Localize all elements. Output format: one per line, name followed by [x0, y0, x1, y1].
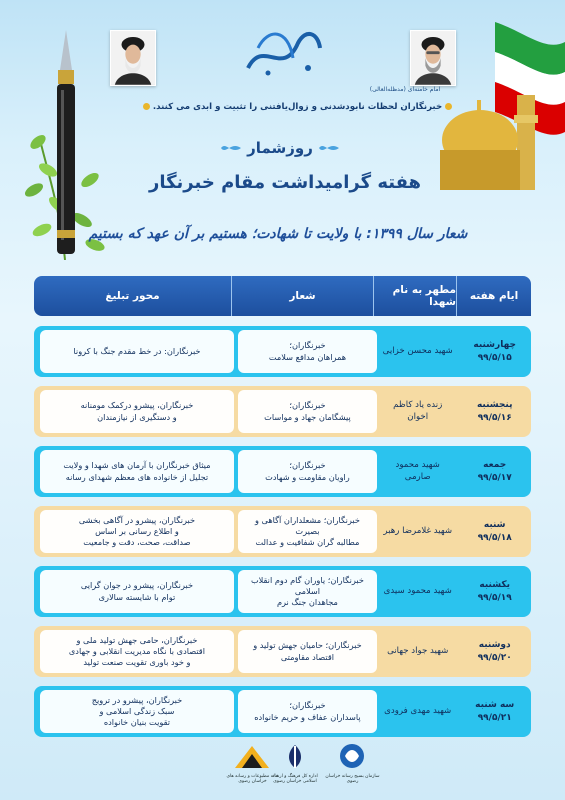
day-name: جمعه: [483, 460, 507, 471]
logo-3-label: سازمان بسیج رسانه خراسان رضوی: [325, 774, 380, 785]
table-row: [34, 326, 531, 377]
schedule-table: [34, 276, 531, 746]
slogan-cell: خبرنگاران؛ مشعلداران آگاهی و بصیرت مطالبه گران شفافیت و عدالت: [238, 510, 377, 553]
logo-media-basij: [325, 742, 380, 785]
martyr-cell: شهید غلامرضا رهبر: [383, 525, 453, 536]
quote-text: خبرنگاران لحظات نابودشدنی و زوال‌یافتنی را تثبیت و ابدی می کنند.: [152, 102, 443, 112]
slogan-cell: خبرنگاران؛ راویان مقاومت و شهادت: [238, 450, 377, 493]
table-header: [34, 276, 531, 316]
bullet-icon: [143, 103, 150, 110]
calligraphy-logo-icon: [238, 18, 328, 80]
logo-culture-ministry: [265, 742, 325, 785]
iran-emblem-icon: [265, 742, 325, 770]
slogan-cell: خبرنگاران؛ پاسداران عفاف و حریم خانواده: [238, 690, 377, 733]
portrait-icon: [411, 31, 455, 85]
day-date: ۹۹/۵/۲۰: [477, 652, 512, 663]
ornament-icon: [221, 141, 241, 155]
table-row: [34, 566, 531, 617]
day-cell: [458, 386, 531, 437]
axis-cell: خبرنگاران، حامی جهش تولید ملی و اقتصادی با نگاه مدیریت انقلابی و جهادی و خود باوری تقویت صنعت تولید: [40, 630, 234, 673]
header-martyr: مطهر به نام شهدا: [374, 276, 457, 316]
day-name: چهارشنبه: [473, 340, 517, 351]
day-name: یکشنبه: [479, 580, 510, 591]
martyr-cell: شهید محسن خزایی: [382, 345, 453, 356]
axis-cell: خبرنگاران، پیشرو در ترویج سبک زندگی اسلامی و تقویت بنیان خانواده: [40, 690, 234, 733]
motto: شعار سال ۱۳۹۹: با ولایت تا شهادت؛ هستیم بر آن عهد که بستیم: [88, 226, 468, 242]
martyr-cell: شهید محمود سیدی: [383, 585, 452, 596]
table-row: [34, 506, 531, 557]
day-date: ۹۹/۵/۱۸: [477, 532, 512, 543]
axis-cell: خبرنگاران: در خط مقدم جنگ با کرونا: [40, 330, 234, 373]
portrait-left: [110, 30, 156, 86]
table-row: [34, 446, 531, 497]
logo-1-label: خانه مطبوعات و رسانه های خراسان رضوی: [226, 774, 279, 785]
martyr-cell: شهید محمود صارمی: [395, 459, 440, 482]
day-date: ۹۹/۵/۱۷: [477, 472, 512, 483]
day-date: ۹۹/۵/۱۹: [477, 592, 512, 603]
day-cell: [458, 506, 531, 557]
table-row: [34, 686, 531, 737]
axis-cell: خبرنگاران، پیشرو در آگاهی بخشی و اطلاع رسانی بر اساس صداقت، صحت، دقت و جامعیت: [40, 510, 234, 553]
axis-cell: میثاق خبرنگاران با آرمان های شهدا و ولایت تجلیل از خانواده های معظم شهدای رسانه: [40, 450, 234, 493]
header-day: ایام هفته: [457, 276, 531, 316]
bullet-icon: [445, 103, 452, 110]
portrait-icon: [111, 31, 155, 85]
slogan-cell: خبرنگاران؛ یاوران گام دوم انقلاب اسلامی مجاهدان جنگ نرم: [238, 570, 377, 613]
table-body: [34, 326, 531, 737]
day-cell: [458, 326, 531, 377]
day-cell: [458, 686, 531, 737]
day-date: ۹۹/۵/۱۵: [477, 352, 512, 363]
header-axis: محور تبلیغ: [34, 276, 232, 316]
ornament-icon: [319, 141, 339, 155]
table-row: [34, 386, 531, 437]
fountain-pen-icon: [52, 30, 80, 260]
program-title-text: روزشمار: [247, 139, 313, 157]
day-cell: [458, 566, 531, 617]
day-name: سه شنبه: [475, 700, 515, 711]
axis-cell: خبرنگاران، پیشرو در جوان گرایی توام با شایسته سالاری: [40, 570, 234, 613]
martyr-cell: شهید جواد جهانی: [387, 645, 449, 656]
martyr-cell: شهید مهدی فرودی: [384, 705, 452, 716]
day-cell: [458, 626, 531, 677]
logo-2-label: اداره کل فرهنگ و ارشاد اسلامی خراسان رضوی: [272, 774, 318, 785]
program-title: [190, 136, 370, 160]
day-name: پنجشنبه: [476, 400, 513, 411]
table-row: [34, 626, 531, 677]
quote: [120, 102, 475, 112]
axis-cell: خبرنگاران، پیشرو درکمک مومنانه و دستگیری از نیازمندان: [40, 390, 234, 433]
martyr-cell: زنده یاد کاظم اخوان: [393, 399, 443, 422]
slogan-cell: خبرنگاران؛ همراهان مدافع سلامت: [238, 330, 377, 373]
day-cell: [458, 446, 531, 497]
leader-caption: امام خامنه‌ای (مدظله‌العالی): [369, 86, 441, 93]
slogan-cell: خبرنگاران؛ پیشگامان جهاد و مواسات: [238, 390, 377, 433]
slogan-cell: خبرنگاران؛ حامیان جهش تولید و اقتصاد مقاومتی: [238, 630, 377, 673]
week-title: هفته گرامیداشت مقام خبرنگار: [148, 172, 422, 193]
portrait-right: [410, 30, 456, 86]
day-date: ۹۹/۵/۲۱: [477, 712, 512, 723]
day-date: ۹۹/۵/۱۶: [477, 412, 512, 423]
media-basij-logo-icon: [325, 742, 380, 770]
header-slogan: شعار: [232, 276, 374, 316]
day-name: شنبه: [483, 520, 506, 531]
day-name: دوشنبه: [478, 640, 511, 651]
